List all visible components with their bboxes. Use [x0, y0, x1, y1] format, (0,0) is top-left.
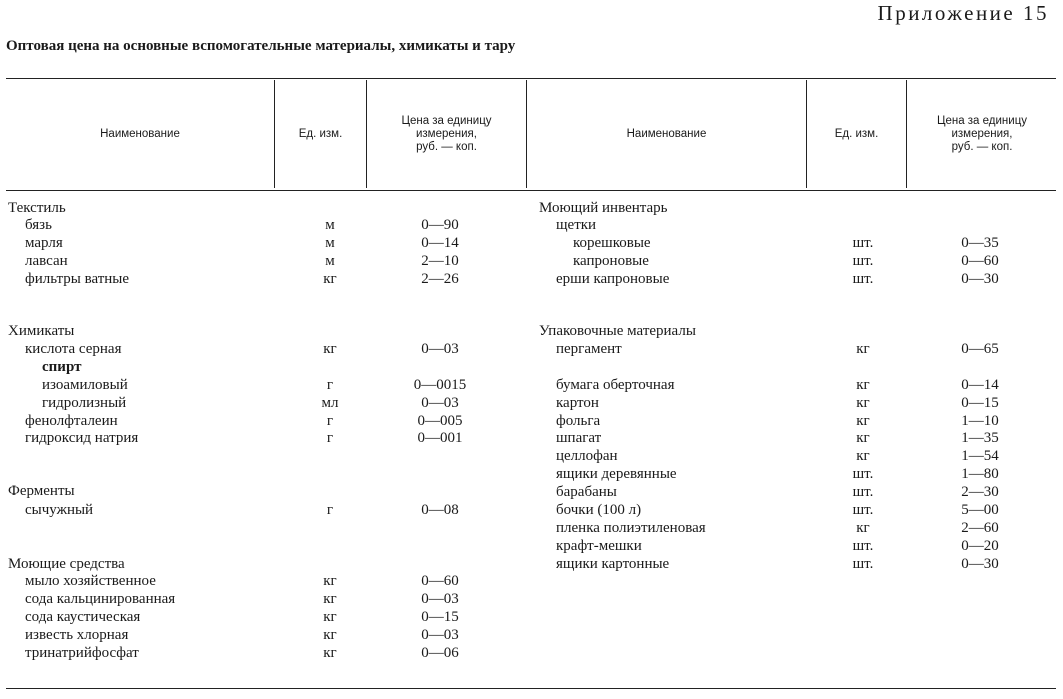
item-unit: кг: [323, 645, 337, 661]
item-price: 0—001: [417, 430, 463, 446]
item-price: 0—03: [421, 591, 459, 607]
item-price: 1—10: [961, 413, 999, 429]
item-unit: шт.: [852, 235, 874, 251]
item-unit: кг: [856, 430, 870, 446]
item-name: известь хлорная: [25, 627, 129, 643]
item-unit: шт.: [852, 253, 874, 269]
item-price: 0—06: [421, 645, 459, 661]
item-name: картон: [556, 395, 599, 411]
table-bottom-rule: [6, 688, 1056, 689]
item-name: сода каустическая: [25, 609, 141, 625]
item-unit: кг: [323, 271, 337, 287]
item-unit: кг: [323, 591, 337, 607]
item-name: пергамент: [556, 341, 622, 357]
item-unit: кг: [323, 341, 337, 357]
item-name: крафт-мешки: [556, 538, 642, 554]
item-unit: м: [325, 217, 335, 233]
group-heading: щетки: [556, 217, 597, 233]
item-unit: г: [326, 377, 334, 393]
item-price: 1—80: [961, 466, 999, 482]
item-name: марля: [25, 235, 63, 251]
item-price: 0—15: [421, 609, 459, 625]
item-name: кислота серная: [25, 341, 122, 357]
item-price: 2—10: [421, 253, 459, 269]
document-title: Оптовая цена на основные вспомогательные материалы, химикаты и тару: [6, 38, 516, 54]
item-price: 1—35: [961, 430, 999, 446]
item-price: 0—20: [961, 538, 999, 554]
item-unit: кг: [856, 341, 870, 357]
item-price: 0—005: [417, 413, 463, 429]
item-unit: кг: [856, 377, 870, 393]
item-unit: г: [326, 413, 334, 429]
item-unit: кг: [323, 609, 337, 625]
item-price: 0—15: [961, 395, 999, 411]
header-price-right: Цена за единицу измерения, руб. — коп.: [936, 114, 1028, 153]
group-heading: Моющий инвентарь: [539, 200, 668, 216]
header-bottom-rule: [6, 190, 1056, 191]
item-unit: г: [326, 502, 334, 518]
item-name: шпагат: [556, 430, 602, 446]
item-price: 0—14: [421, 235, 459, 251]
header-unit-left: Ед. изм.: [298, 127, 343, 140]
item-price: 0—65: [961, 341, 999, 357]
item-name: бумага оберточная: [556, 377, 675, 393]
item-price: 0—08: [421, 502, 459, 518]
item-unit: мл: [321, 395, 339, 411]
item-name: капроновые: [573, 253, 649, 269]
item-price: 0—03: [421, 395, 459, 411]
header-name-right: Наименование: [626, 127, 707, 140]
item-unit: кг: [856, 520, 870, 536]
item-name: целлофан: [556, 448, 618, 464]
item-unit: шт.: [852, 271, 874, 287]
item-price: 2—60: [961, 520, 999, 536]
item-name: лавсан: [25, 253, 68, 269]
item-price: 0—03: [421, 341, 459, 357]
group-heading: Упаковочные материалы: [539, 323, 696, 339]
header-price-left: Цена за единицу измерения, руб. — коп.: [401, 114, 492, 153]
item-price: 0—90: [421, 217, 459, 233]
item-price: 1—54: [961, 448, 999, 464]
item-name: бочки (100 л): [556, 502, 642, 518]
item-name: фольга: [556, 413, 601, 429]
item-name: фенолфталеин: [25, 413, 118, 429]
item-name: изоамиловый: [42, 377, 128, 393]
item-price: 0—14: [961, 377, 999, 393]
item-name: барабаны: [556, 484, 617, 500]
item-unit: г: [326, 430, 334, 446]
item-price: 0—30: [961, 271, 999, 287]
item-name: ящики картонные: [556, 556, 670, 572]
item-price: 0—35: [961, 235, 999, 251]
appendix-label: Приложение 15: [877, 1, 1049, 25]
item-name: ящики деревянные: [556, 466, 677, 482]
item-price: 0—60: [421, 573, 459, 589]
group-heading: Химикаты: [8, 323, 75, 339]
item-name: ерши капроновые: [556, 271, 670, 287]
table-top-rule: [6, 78, 1056, 79]
item-name: тринатрийфосфат: [25, 645, 139, 661]
item-name: корешковые: [573, 235, 651, 251]
item-name: гидролизный: [42, 395, 127, 411]
group-heading: Текстиль: [8, 200, 66, 216]
item-unit: кг: [323, 627, 337, 643]
header-unit-right: Ед. изм.: [834, 127, 879, 140]
item-unit: кг: [323, 573, 337, 589]
item-unit: шт.: [852, 502, 874, 518]
item-price: 0—30: [961, 556, 999, 572]
item-price: 2—26: [421, 271, 459, 287]
item-name: пленка полиэтиленовая: [556, 520, 706, 536]
item-name: бязь: [25, 217, 52, 233]
header-name-left: Наименование: [100, 127, 180, 140]
item-unit: кг: [856, 395, 870, 411]
item-unit: кг: [856, 448, 870, 464]
item-unit: шт.: [852, 466, 874, 482]
item-unit: шт.: [852, 538, 874, 554]
item-unit: м: [325, 253, 335, 269]
item-price: 0—0015: [413, 377, 467, 393]
item-name: мыло хозяйственное: [25, 573, 156, 589]
item-price: 0—60: [961, 253, 999, 269]
group-heading: спирт: [42, 359, 82, 375]
item-name: сычужный: [25, 502, 94, 518]
item-name: гидроксид натрия: [25, 430, 139, 446]
item-price: 2—30: [961, 484, 999, 500]
group-heading: Ферменты: [8, 483, 75, 499]
item-name: фильтры ватные: [25, 271, 130, 287]
item-name: сода кальцинированная: [25, 591, 176, 607]
item-price: 0—03: [421, 627, 459, 643]
item-unit: кг: [856, 413, 870, 429]
item-price: 5—00: [961, 502, 999, 518]
item-unit: м: [325, 235, 335, 251]
group-heading: Моющие средства: [8, 556, 125, 572]
item-unit: шт.: [852, 484, 874, 500]
item-unit: шт.: [852, 556, 874, 572]
